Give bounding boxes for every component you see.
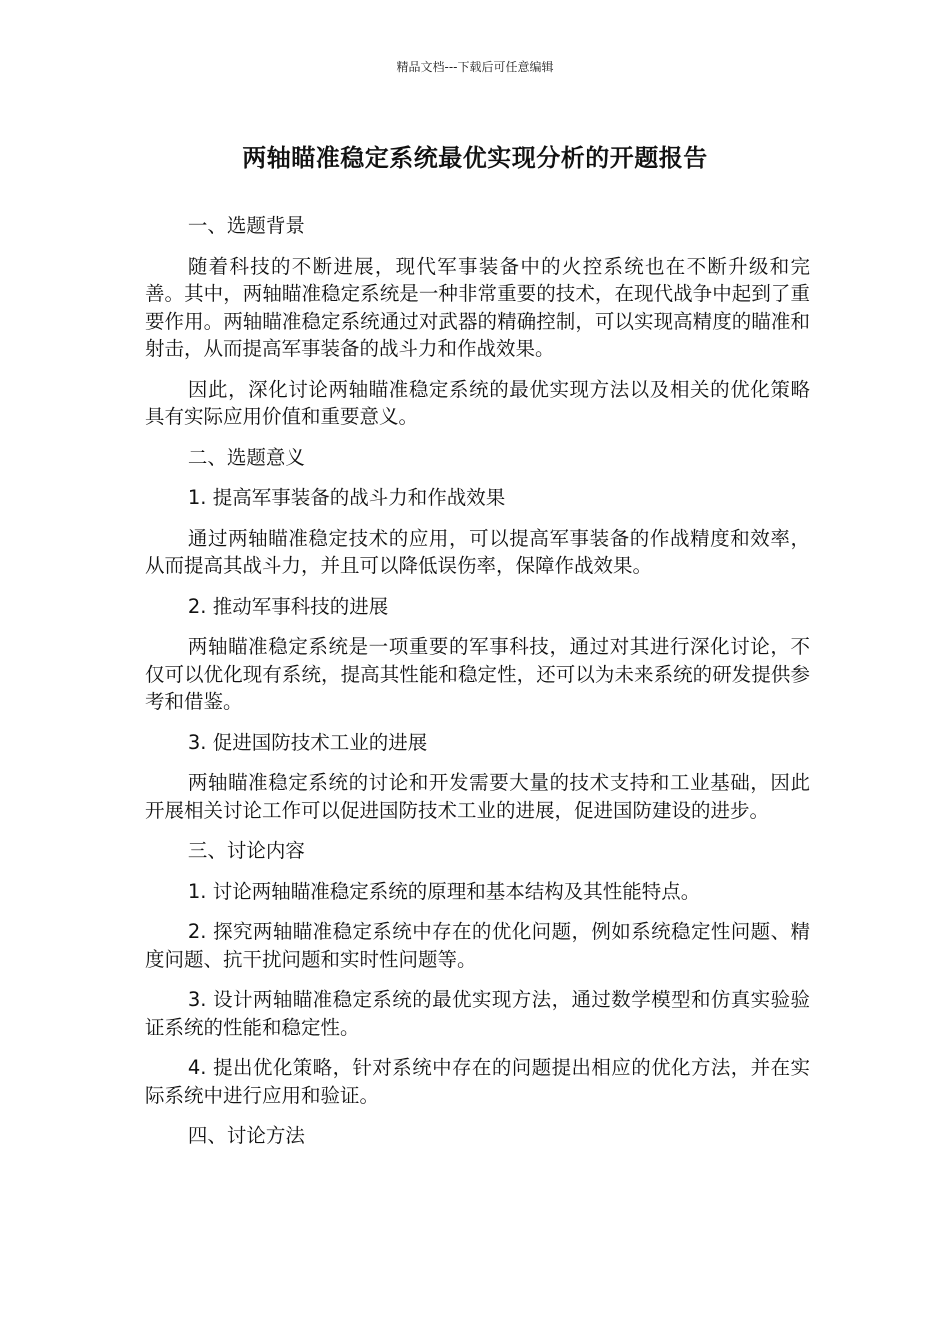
paragraph-significance-1: 通过两轴瞄准稳定技术的应用，可以提高军事装备的作战精度和效率，从而提高其战斗力，并且可以降低误伤率，保障作战效果。 bbox=[145, 526, 810, 577]
subheading-significance-2: 2. 推动军事科技的进展 bbox=[187, 594, 389, 618]
document-title: 两轴瞄准稳定系统最优实现分析的开题报告 bbox=[242, 144, 708, 172]
paragraph-significance-2: 两轴瞄准稳定系统是一项重要的军事科技，通过对其进行深化讨论，不仅可以优化现有系统，提高其性能和稳定性，还可以为未来系统的研发提供参考和借鉴。 bbox=[145, 635, 810, 713]
section-heading-background: 一、选题背景 bbox=[187, 214, 305, 237]
content-item-4: 4. 提出优化策略，针对系统中存在的问题提出相应的优化方法，并在实际系统中进行应用和验证。 bbox=[145, 1056, 810, 1107]
section-heading-methods: 四、讨论方法 bbox=[187, 1124, 305, 1147]
subheading-significance-3: 3. 促进国防技术工业的进展 bbox=[187, 730, 428, 754]
subheading-significance-1: 1. 提高军事装备的战斗力和作战效果 bbox=[187, 486, 506, 509]
paragraph-background-conclusion: 因此，深化讨论两轴瞄准稳定系统的最优实现方法以及相关的优化策略具有实际应用价值和重要意义。 bbox=[145, 377, 810, 428]
document-body bbox=[145, 212, 810, 1163]
section-heading-significance: 二、选题意义 bbox=[187, 445, 305, 469]
content-item-3: 3. 设计两轴瞄准稳定系统的最优实现方法，通过数学模型和仿真实验验证系统的性能和稳定性。 bbox=[145, 988, 810, 1039]
section-heading-content: 三、讨论内容 bbox=[187, 839, 305, 862]
page-header-note: 精品文档---下载后可任意编辑 bbox=[396, 60, 554, 74]
content-item-2: 2. 探究两轴瞄准稳定系统中存在的优化问题，例如系统稳定性问题、精度问题、抗干扰问题和实时性问题等。 bbox=[145, 920, 810, 971]
paragraph-significance-3: 两轴瞄准稳定系统的讨论和开发需要大量的技术支持和工业基础，因此开展相关讨论工作可以促进国防技术工业的进展，促进国防建设的进步。 bbox=[145, 771, 810, 822]
paragraph-background: 随着科技的不断进展，现代军事装备中的火控系统也在不断升级和完善。其中，两轴瞄准稳定系统是一种非常重要的技术，在现代战争中起到了重要作用。两轴瞄准稳定系统通过对武器的精确控制，可以实现高精度的瞄准和射击，从而提高军事装备的战斗力和作战效果。 bbox=[145, 254, 810, 360]
content-item-1: 1. 讨论两轴瞄准稳定系统的原理和基本结构及其性能特点。 bbox=[187, 879, 701, 903]
